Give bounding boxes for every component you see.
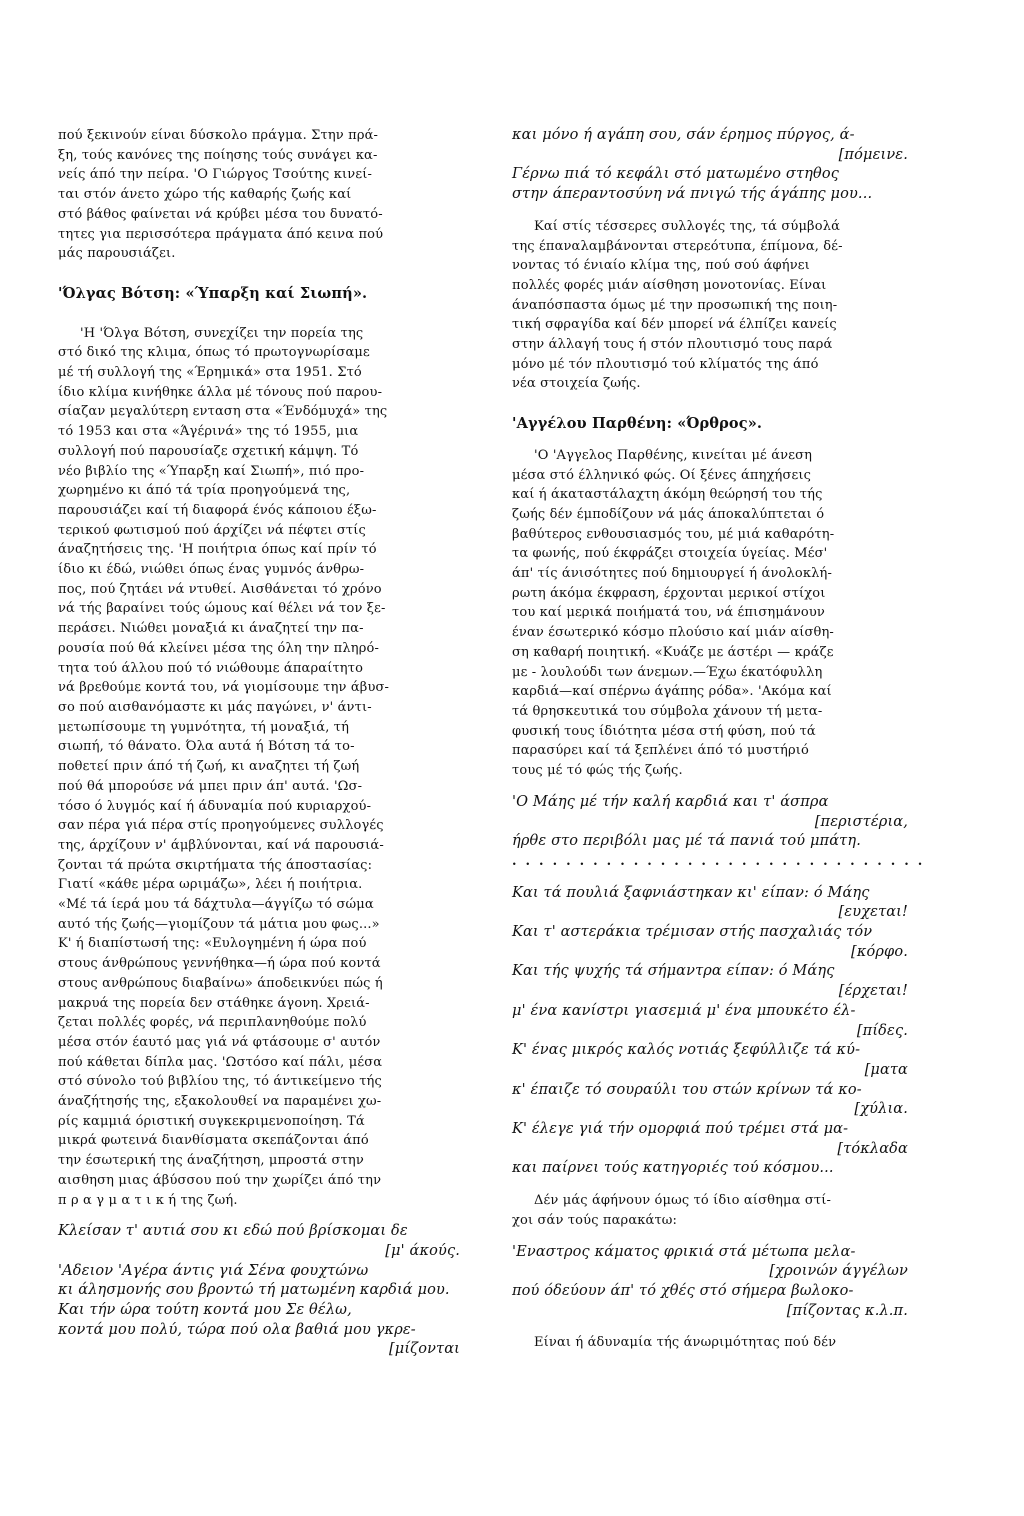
- poem-line: Κ' ένας μικρός καλός νοτιάς ξεφύλλιζε τά κύ-: [512, 1042, 861, 1059]
- text-line: τους μέ τό φώς τής ζωής.: [512, 763, 683, 779]
- text-line: τητα τού άλλου πού τό νιώθουμε άπαραίτητο: [58, 660, 364, 676]
- poem-line: Και τήν ώρα τούτη κοντά μου Σε θέλω,: [58, 1302, 352, 1319]
- text-line: τό 1953 και στα «Άγέρινά» της τό 1955, μια: [58, 424, 359, 440]
- poem-excerpt-votsi-end: [512, 126, 912, 205]
- poem-line: και παίρνει τούς κατηγοριές τού κόσμου...: [512, 1160, 834, 1177]
- text-line: βαθύτερος ενθουσιασμός του, μέ μιά καθαρότη-: [512, 526, 835, 542]
- text-line: Κ' ή διαπίστωσή της: «Ευλογημένη ή ώρα πού: [58, 936, 367, 952]
- text-line: ζονται τά πρώτα σκιρτήματα τής άποστασίας:: [58, 857, 373, 873]
- right-column: [512, 126, 932, 1353]
- text-line: την έσωτερική της άναζήτηση, μπροστά στην: [58, 1153, 364, 1169]
- poem-line: [χύλια.: [854, 1101, 908, 1118]
- text-line: πος, πού ζητάει νά ντυθεί. Αισθάνεται τό χρόνο: [58, 581, 382, 597]
- text-line: μάς παρουσιάζει.: [58, 246, 176, 262]
- poem-line: μ' ένα κανίστρι γιασεμιά μ' ένα μπουκέτο έλ-: [512, 1002, 856, 1019]
- poem-line: Γέρνω πιά τό κεφάλι στό ματωμένο στηθος: [512, 166, 840, 183]
- text-line: αισθηση μιας άβύσσου πού την χωρίζει άπό την: [58, 1172, 382, 1188]
- poem-line: [ματα: [864, 1061, 908, 1078]
- text-line: πού ξεκινούν είναι δύσκολο πράγμα. Στην πρά-: [58, 128, 379, 143]
- text-line: ίδιο κλίμα κινήθηκε άλλα μέ τόνους πού παρου-: [58, 384, 383, 400]
- text-line: τόσο ό λυγμός καί ή άδυναμία πού κυριαρχού-: [58, 798, 372, 814]
- text-line: χοι σάν τούς παρακάτω:: [512, 1212, 678, 1228]
- poem-line: [πόμεινε.: [838, 146, 908, 163]
- text-line: σιωπή, τό θάνατο. Όλα αυτά ή Βότση τά το-: [58, 739, 355, 755]
- text-line: άναζητήσεις της. 'Η ποιήτρια όπως καί πρίν τό: [58, 542, 377, 558]
- text-line: τα φωνής, πού έκφράζει στοιχεία ύγείας. Μέσ': [512, 546, 828, 562]
- text-line: ίδιο κι έδώ, νιώθει όπως ένας γυμνός άνθρω-: [58, 562, 365, 578]
- text-line: με - λουλούδι των άνεμων.—Έχω έκατόφυλλη: [512, 664, 823, 680]
- text-line: ρουσία πού θά κλείνει μέσα της όλη την πληρό-: [58, 640, 380, 656]
- poem-line: [πίζοντας κ.λ.π.: [786, 1302, 908, 1319]
- text-line: άπ' τίς άνισότητες πού δημιουργεί ή άνολοκλή-: [512, 566, 832, 582]
- text-line: τερικού φωτισμού πού άρχίζει νά πέφτει στίς: [58, 522, 366, 538]
- text-line: παρουσιάζει καί τή διαφορά ένός κάποιου έξω-: [58, 502, 377, 518]
- text-line: ζωής δέν έμποδίζουν νά μάς άποκαλύπτεται ό: [512, 506, 825, 522]
- text-line: ρωτη άκόμα έκφραση, έρχονται μερικοί στίχοι: [512, 585, 826, 601]
- text-line: 'Ο 'Αγγελος Παρθένης, κινείται μέ άνεση: [534, 447, 813, 463]
- text-line: μέ τή συλλογή της «Έρημικά» στα 1951. Στό: [58, 365, 362, 381]
- text-line: μέσα στό έλληνικό φώς. Οί ξένες άπηχήσεις: [512, 467, 812, 483]
- text-line: της έπαναλαμβάνονται στερεότυπα, έπίμονα, δέ-: [512, 238, 843, 254]
- text-line: του καί μερικά ποιήματά του, νά έπισημάνουν: [512, 605, 825, 621]
- text-line: μέσα στόν έαυτό μας γιά νά φτάσουμε σ' αυτόν: [58, 1034, 381, 1050]
- ellipsis-separator: ...............................: [512, 853, 932, 869]
- poem-line: [κόρφο.: [851, 943, 908, 960]
- text-line: νά βρεθούμε κοντά του, νά γιομίσουμε την άβυσ-: [58, 680, 390, 696]
- review-remark-partheni: [512, 1191, 912, 1230]
- poem-line: Και τ' αστεράκια τρέμισαν στής πασχαλιάς τόν: [512, 924, 873, 941]
- text-line: της, άρχίζουν ν' άμβλύνονται, καί νά παρουσιά-: [58, 837, 384, 853]
- text-line: ποθετεί πριν άπό τή ζωή, κι αναζητει τή ζωή: [58, 759, 360, 775]
- text-line: σο πού αισθανόμαστε κι μάς παγώνει, ν' άντι-: [58, 699, 372, 715]
- text-line: ρίς καμμιά όριστική συγκεκριμενοποίηση. Τά: [58, 1113, 365, 1129]
- poem-line: στην άπεραντοσύνη νά πνιγώ τής άγάπης μου...: [512, 186, 873, 203]
- review-body-votsi: [58, 324, 464, 1211]
- intro-paragraph: [58, 126, 464, 264]
- text-line: ζεται πολλές φορές, νά περιπλανηθούμε πολύ: [58, 1015, 367, 1031]
- text-line: μακρυά της πορεία δεν στάθηκε άγονη. Χρειά-: [58, 995, 370, 1011]
- text-line: νέο βιβλίο της «Ύπαρξη καί Σιωπή», πιό προ-: [58, 463, 365, 479]
- text-line: νέα στοιχεία ζωής.: [512, 376, 641, 392]
- text-line: στό σύνολο τού βιβλίου της, τό άντικείμενο τής: [58, 1074, 382, 1090]
- poem-excerpt-partheni-3: [512, 1243, 912, 1322]
- poem-line: Κλείσαν τ' αυτιά σου κι εδώ πού βρίσκομαι δε: [58, 1223, 408, 1240]
- poem-line: κοντά μου πολύ, τώρα πού ολα βαθιά μου γκρε-: [58, 1321, 416, 1338]
- text-line: τική σφραγίδα καί δέν μπορεί νά έλπίζει κανείς: [512, 317, 837, 333]
- poem-excerpt-partheni: [512, 793, 912, 852]
- review-heading-votsi: 'Όλγας Βότση: «Ύπαρξη καί Σιωπή».: [58, 284, 368, 302]
- poem-line: και μόνο ή αγάπη σου, σάν έρημος πύργος, ά-: [512, 127, 855, 143]
- review-heading-partheni: 'Αγγέλου Παρθένη: «Όρθρος».: [512, 415, 763, 433]
- text-line: πού κάθεται δίπλα μας. 'Ωστόσο καί πάλι, μέσα: [58, 1054, 383, 1070]
- text-line: τά θρησκευτικά του σύμβολα χάνουν τή μετα-: [512, 703, 823, 719]
- text-line: ξη, τούς κανόνες της ποίησης τούς συνάγει κα-: [58, 147, 378, 163]
- left-column: [58, 126, 464, 1360]
- text-line: σίαζαν μεγαλύτερη ενταση στα «Ένδόμυχά» της: [58, 404, 388, 420]
- text-line: περάσει. Νιώθει μοναξιά κι άναζητεί την πα-: [58, 621, 364, 637]
- poem-line: πού όδεύουν άπ' τό χθές στό σήμερα βωλοκο-: [512, 1282, 854, 1299]
- text-line: Γιατί «κάθε μέρα ωριμάζω», λέει ή ποιήτρια.: [58, 877, 363, 893]
- poem-line: [μίζονται: [388, 1341, 460, 1358]
- text-line: ση καθαρή ποιητική. «Κυάζε με άστέρι — κράζε: [512, 644, 834, 660]
- text-line: Καί στίς τέσσερες συλλογές της, τά σύμβολά: [534, 218, 841, 234]
- poem-line: [ευχεται!: [838, 904, 908, 921]
- poem-line: [μ' άκούς.: [385, 1242, 460, 1259]
- text-line: 'Η 'Όλγα Βότση, συνεχίζει την πορεία της: [80, 325, 364, 341]
- review-conclusion-votsi: [512, 217, 912, 394]
- text-line: μόνο μέ τόν πλουτισμό τού κλίματός της άπό: [512, 356, 819, 372]
- poem-line: 'Εναστρος κάματος φρικιά στά μέτωπα μελα-: [512, 1243, 856, 1260]
- poem-excerpt-votsi: [58, 1222, 464, 1360]
- text-line: παρασύρει καί τά ξεπλένει άπό τό μυστήριό: [512, 743, 809, 759]
- text-line: Δέν μάς άφήνουν όμως τό ίδιο αίσθημα στί-: [534, 1193, 831, 1209]
- poem-line: 'Ο Μάης μέ τήν καλή καρδιά και τ' άσπρα: [512, 793, 829, 810]
- poem-line: κι άλησμονής σου βροντώ τή ματωμένη καρδιά μου.: [58, 1282, 450, 1299]
- poem-line: κ' έπαιζε τό σουραύλι του στών κρίνων τά κο-: [512, 1081, 862, 1098]
- poem-line: Και τής ψυχής τά σήμαντρα είπαν: ό Μάης: [512, 963, 835, 980]
- text-line: νείς άπό την πείρα. 'Ο Γιώργος Τσούτης κινεί-: [58, 167, 373, 183]
- text-line: συλλογή πού παρουσίαζε σχετική κάμψη. Τό: [58, 443, 359, 459]
- text-line: αυτό τής ζωής—γιομίζουν τά μάτια μου φως...»: [58, 916, 380, 932]
- text-line: πολλές φορές μιάν αίσθηση μονοτονίας. Είναι: [512, 277, 827, 293]
- text-line: π ρ α γ μ α τ ι κ ή της ζωή.: [58, 1192, 238, 1208]
- text-line: μετωπίσουμε τη γυμνότητα, τή μοναξιά, τή: [58, 719, 350, 735]
- text-line: «Μέ τά ίερά μου τά δάχτυλα—άγγίζω τό σώμα: [58, 897, 374, 913]
- text-line: Είναι ή άδυναμία τής άνωριμότητας πού δέν: [534, 1335, 837, 1351]
- text-line: μικρά φωτεινά διανθίσματα σκεπάζονται άπό: [58, 1133, 369, 1149]
- poem-excerpt-partheni-2: [512, 884, 912, 1180]
- text-line: έναν έσωτερικό κόσμο πλούσιο καί μιάν αίσθη-: [512, 625, 834, 641]
- poem-line: [τόκλαδα: [837, 1140, 908, 1157]
- text-line: νά τής βαραίνει τούς ώμους καί θέλει νά τον ξε-: [58, 601, 386, 617]
- poem-line: [πίδες.: [856, 1022, 908, 1039]
- text-line: τητες για περισσότερα πράγματα άπό κεινα πού: [58, 226, 384, 242]
- review-body-partheni: [512, 446, 912, 781]
- poem-line: [περιστέρια,: [814, 813, 908, 830]
- text-line: καρδιά—καί σπέρνω άγάπης ρόδα». 'Ακόμα καί: [512, 684, 832, 700]
- text-line: στους άνθρώπους γεννήθηκα—ή ώρα πού κοντά: [58, 956, 381, 972]
- text-line: νοντας τό ένιαίο κλίμα της, πού σού άφήνει: [512, 258, 810, 274]
- poem-line: [χροινών άγγέλων: [769, 1263, 908, 1280]
- text-line: στό δικό της κλιμα, όπως τό πρωτογνωρίσαμε: [58, 345, 370, 361]
- text-line: ται στόν άνετο χώρο τής καθαρής ζωής καί: [58, 187, 352, 203]
- text-line: άναζήτησής της, εξακολουθεί να παραμένει χω-: [58, 1094, 382, 1110]
- text-line: στό βάθος φαίνεται νά κρύβει μέσα του δυνατό-: [58, 206, 383, 222]
- poem-line: [έρχεται!: [838, 983, 908, 1000]
- text-line: φυσική τους ίδιότητα μέσα στή φύση, πού τά: [512, 723, 816, 739]
- text-line: χωρημένο κι άπό τά τρία προηγούμενά της,: [58, 483, 351, 499]
- text-line: σαν πέρα γιά πέρα στίς προηγούμενες συλλογές: [58, 818, 384, 834]
- poem-line: Κ' έλεγε γιά τήν ομορφιά πού τρέμει στά μα-: [512, 1121, 849, 1138]
- text-line: στους ανθρώπους διαβαίνω» άποδεικνύει πώς ή: [58, 975, 383, 991]
- text-line: άναπόσπαστα όμως μέ την προσωπική της ποιη-: [512, 297, 838, 313]
- poem-line: 'Αδειον 'Αγέρα άντις γιά Σένα φουχτώνω: [58, 1262, 369, 1279]
- poem-line: ήρθε στο περιβόλι μας μέ τά πανιά τού μπάτη.: [512, 833, 861, 850]
- text-line: στην άλλαγή τους ή στόν πλουτισμό τους παρά: [512, 337, 833, 353]
- poem-line: Και τά πουλιά ξαφνιάστηκαν κι' είπαν: ό Μάης: [512, 884, 870, 901]
- text-line: πού θά μπορούσε νά μπει πριν άπ' αυτά. 'Ωσ-: [58, 778, 363, 794]
- text-line: καί ή άκαταστάλαχτη άκόμη θεώρησή του τής: [512, 487, 823, 503]
